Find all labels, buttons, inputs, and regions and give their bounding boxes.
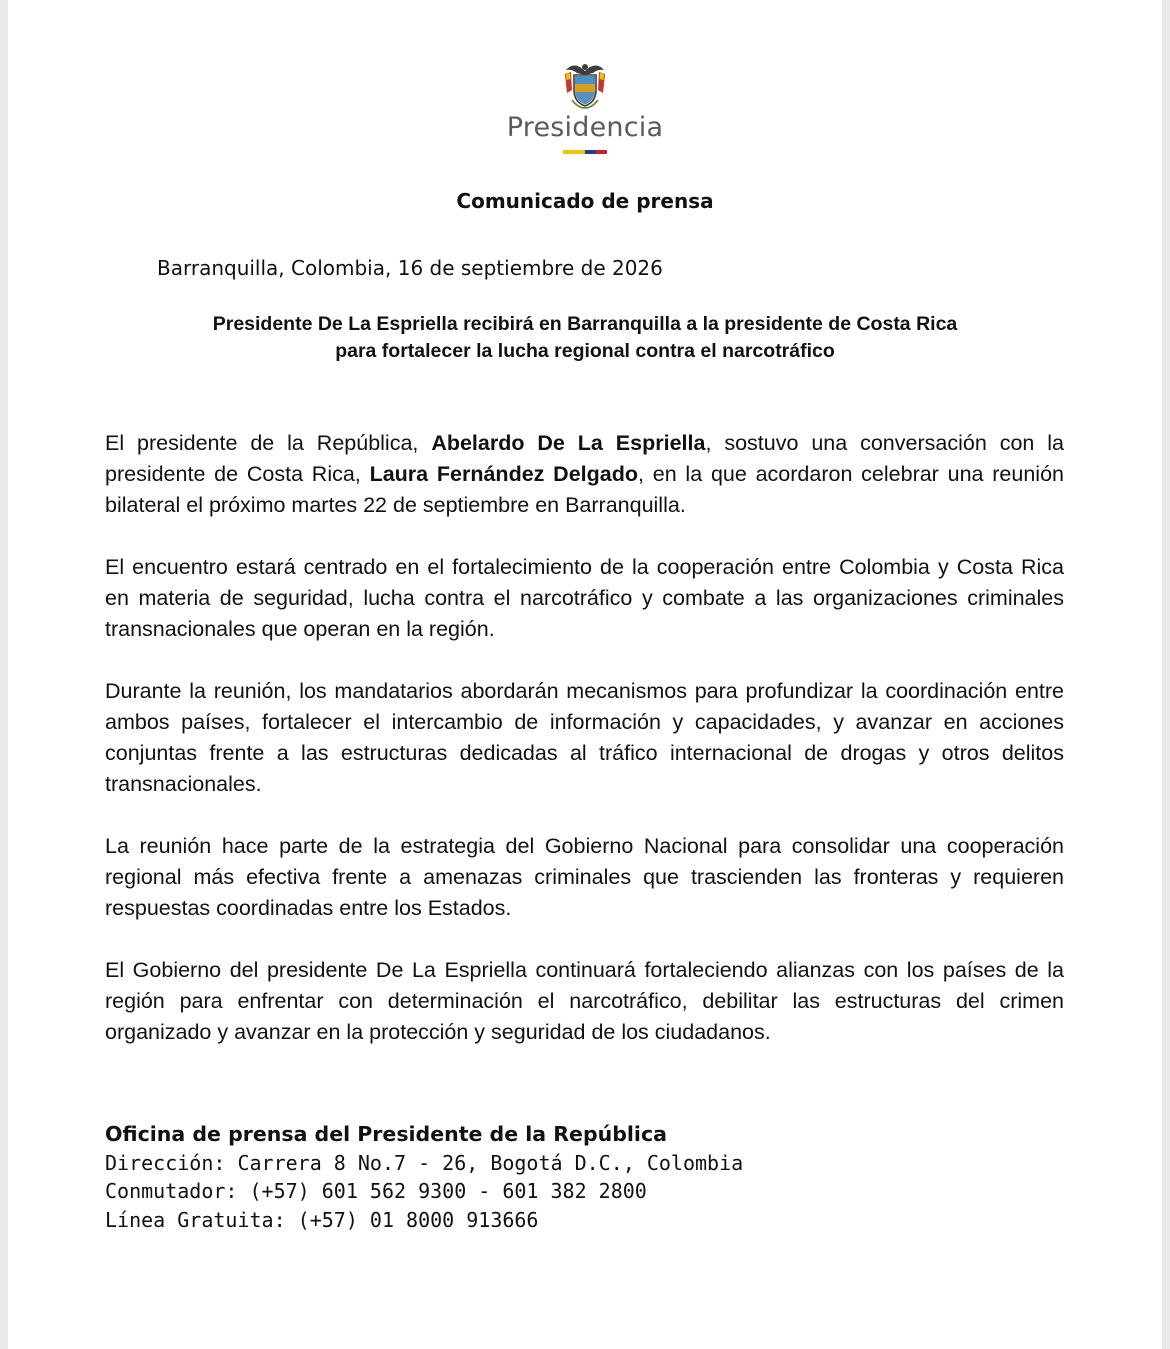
address-line: Dirección: Carrera 8 No.7 - 26, Bogotá D.C., Colombia [105, 1150, 744, 1175]
presidencia-logo [8, 60, 1162, 154]
headline [8, 311, 1162, 365]
press-release-page [8, 0, 1162, 1349]
document-type-title: Comunicado de prensa [456, 189, 714, 213]
paragraph-1 [105, 428, 1064, 521]
brand-wordmark: Presidencia [506, 112, 664, 143]
headline-line-2: para fortalecer la lucha regional contra el narcotráfico [335, 340, 835, 362]
contact-footer [105, 1120, 743, 1234]
paragraph-2: El encuentro estará centrado en el fortalecimiento de la cooperación entre Colombia y Costa Rica en materia de seguridad, lucha contra el narcotráfico y combate a las organizaciones criminales transnacionales que operan en la región. [105, 555, 1064, 641]
toll-free-line: Línea Gratuita: (+57) 01 8000 913666 [105, 1207, 539, 1232]
dateline: Barranquilla, Colombia, 16 de septiembre de 2026 [157, 256, 663, 280]
costa-rica-president-name: Laura Fernández Delgado [369, 462, 638, 486]
paragraph-1-text-b: , sostuvo una conversación con la presidente de Costa Rica, [105, 431, 1064, 486]
headline-line-1: Presidente De La Espriella recibirá en Barranquilla a la presidente de Costa Rica [212, 313, 958, 335]
paragraph-4: La reunión hace parte de la estrategia del Gobierno Nacional para consolidar una cooperación regional más efectiva frente a amenazas criminales que trascienden las fronteras y requieren respuestas coordinadas entre los Estados. [105, 834, 1064, 920]
switchboard-line: Conmutador: (+57) 601 562 9300 - 601 382 2800 [105, 1179, 647, 1203]
office-name: Oficina de prensa del Presidente de la República [105, 1122, 667, 1146]
president-name: Abelardo De La Espriella [431, 431, 706, 455]
paragraph-1-text-a: El presidente de la República, [105, 431, 432, 455]
coat-of-arms-icon [562, 60, 608, 110]
tricolor-bar [563, 150, 607, 154]
paragraph-5: El Gobierno del presidente De La Espriella continuará fortaleciendo alianzas con los países de la región para enfrentar con determinación el narcotráfico, debilitar las estructuras del crimen organizado y avanzar en la protección y seguridad de los ciudadanos. [105, 958, 1064, 1044]
paragraph-1-text-c: , en la que acordaron celebrar una reunión bilateral el próximo martes 22 de septiembre en Barranquilla. [105, 462, 1064, 517]
paragraph-3: Durante la reunión, los mandatarios abordarán mecanismos para profundizar la coordinación entre ambos países, fortalecer el intercambio de información y capacidades, y avanzar en acciones conjuntas frente a las estructuras dedicadas al tráfico internacional de drogas y otros delitos transnacionales. [105, 679, 1064, 796]
body-text [105, 428, 1064, 1079]
